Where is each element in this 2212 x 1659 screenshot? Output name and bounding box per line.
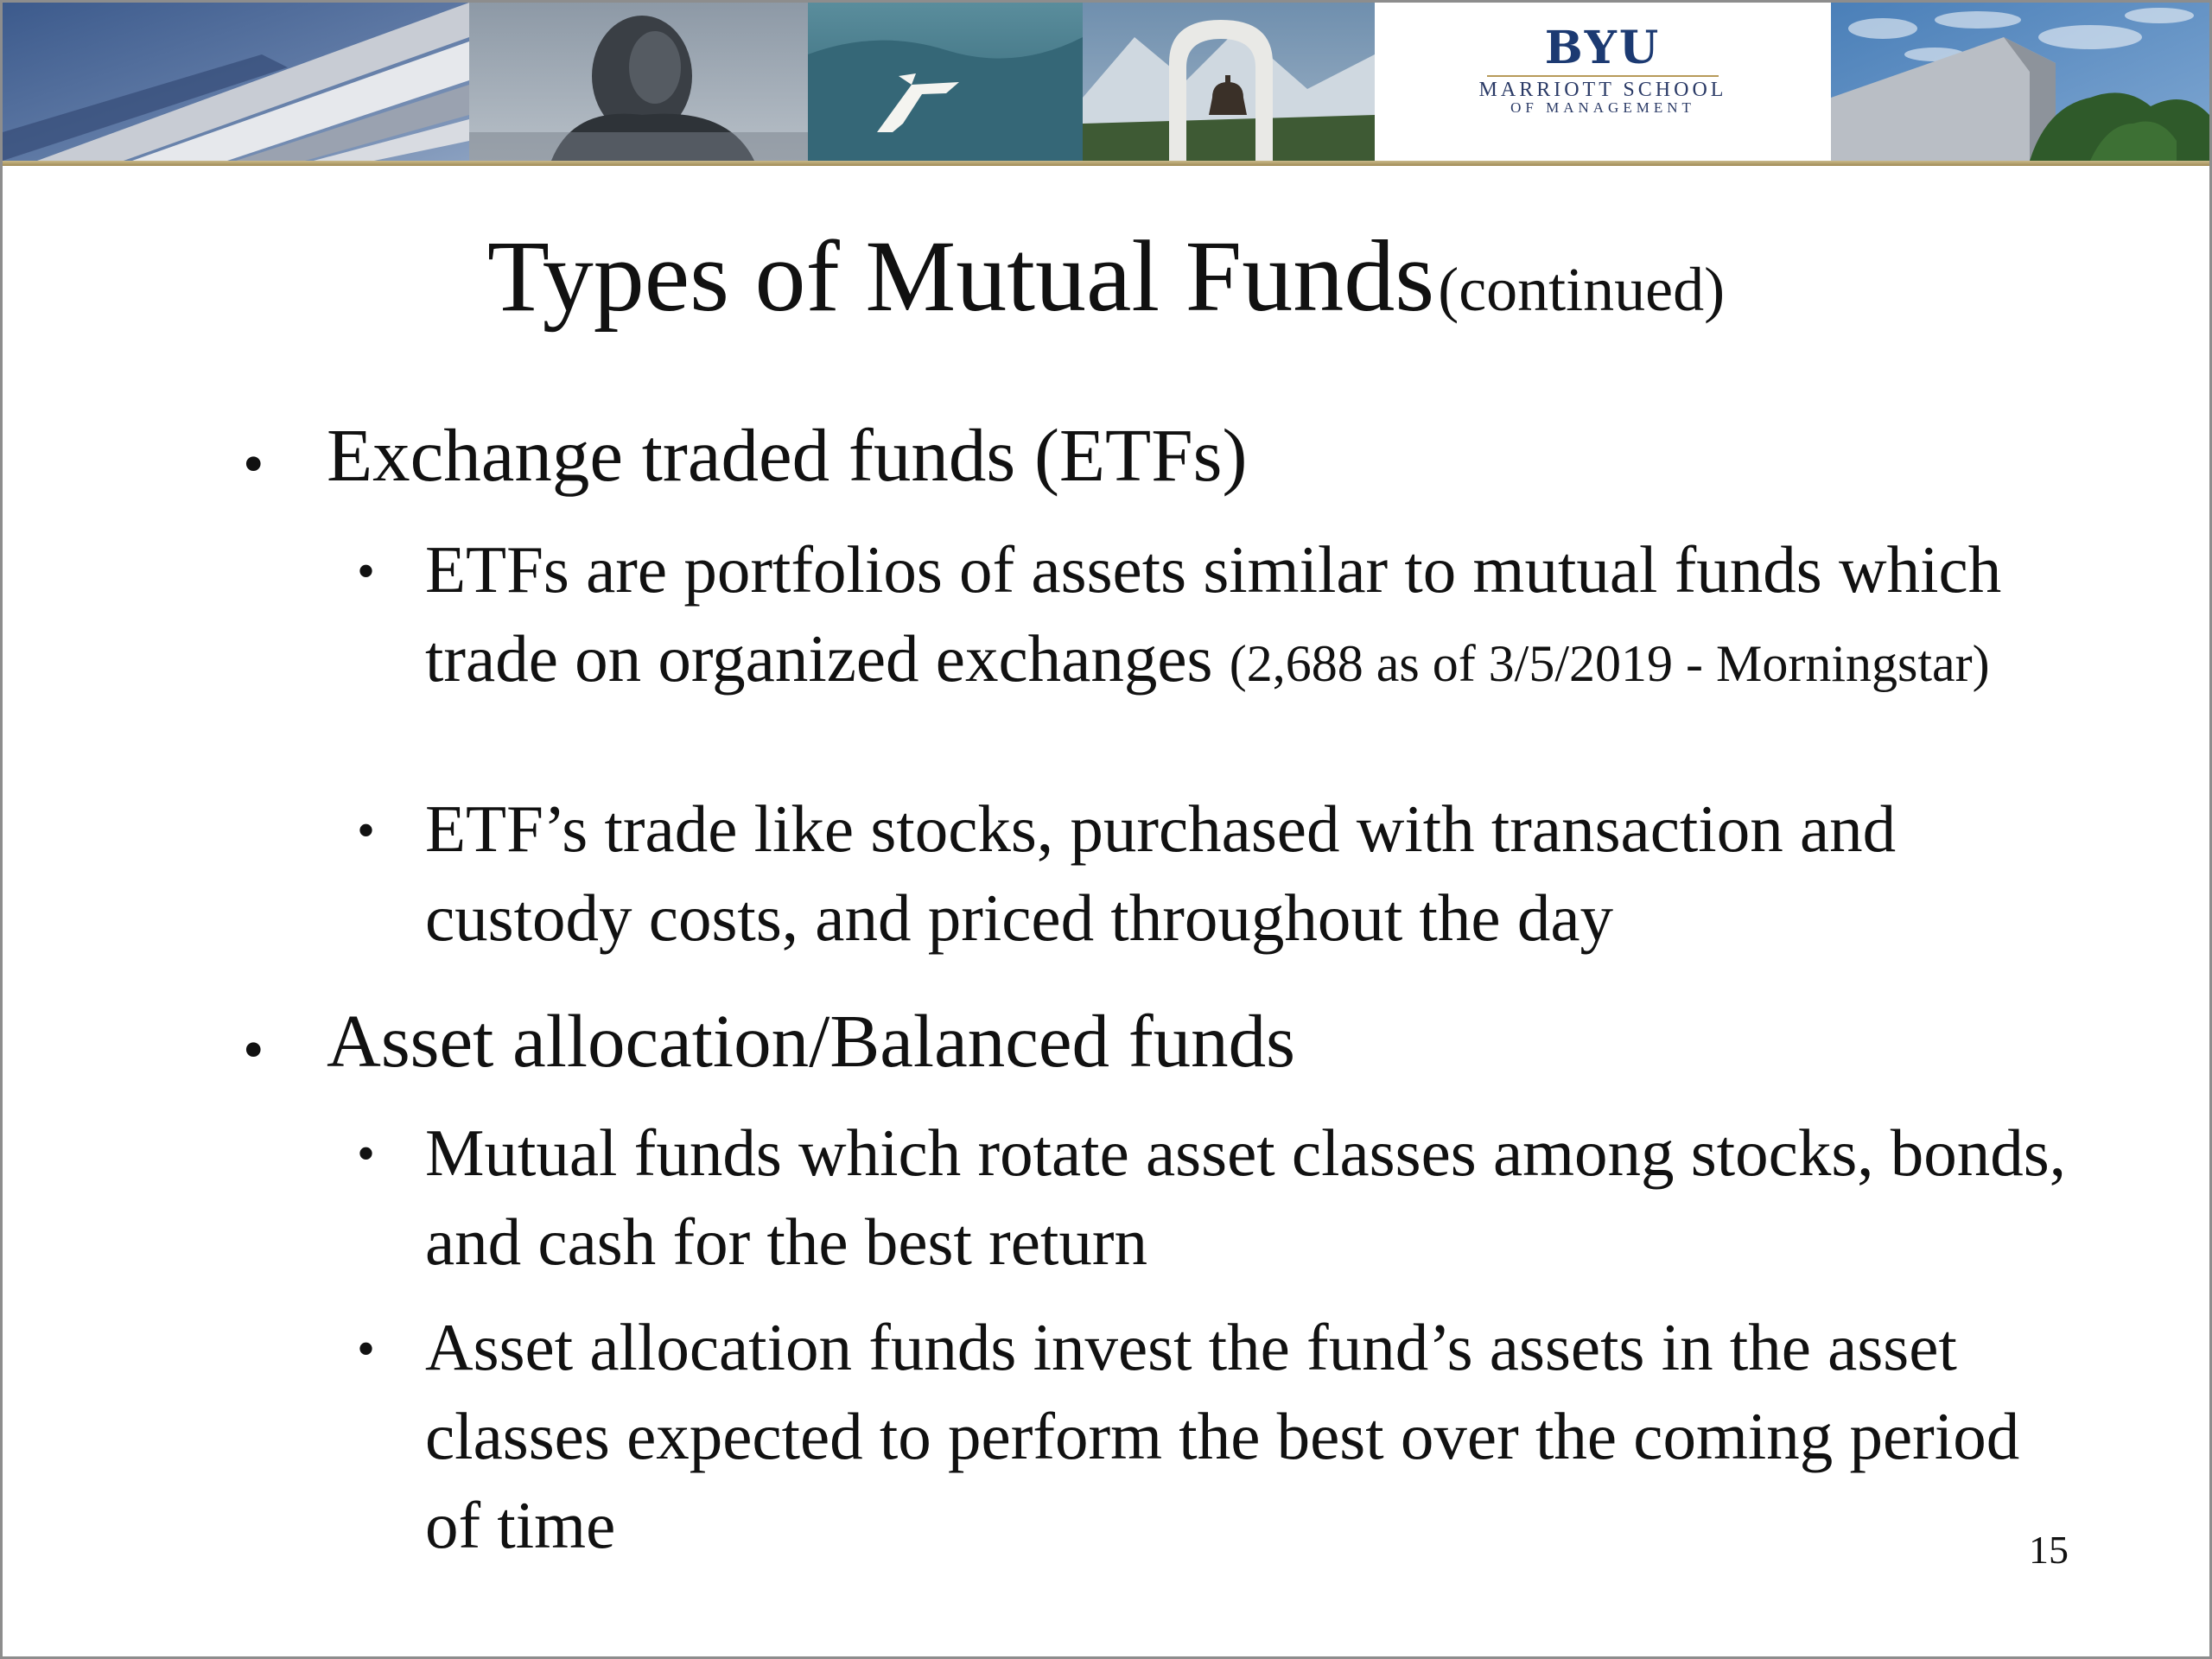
header-banner (3, 3, 2209, 161)
mountain-y-photo (808, 3, 1083, 161)
sub-bullet-etf-trading: ETF’s trade like stocks, purchased with transaction and custody costs, and priced throughout the day (425, 791, 1897, 955)
logo-divider (1487, 75, 1719, 77)
sub-bullet-etf-definition (425, 525, 2067, 709)
logo-block (1375, 3, 1831, 161)
sub-bullet-marker: • (357, 1125, 376, 1182)
sub-bullet-marker: • (357, 802, 376, 859)
slide-title (3, 219, 2209, 333)
banner-divider (3, 161, 2209, 166)
sub-bullet-marker: • (357, 1320, 376, 1377)
logo-school-line: MARRIOTT SCHOOL (1478, 79, 1727, 101)
sub-bullet-marker: • (357, 543, 376, 600)
slide-title-suffix: (continued) (1438, 255, 1726, 324)
sub-bullet-rotation: Mutual funds which rotate asset classes among stocks, bonds, and cash for the best return (425, 1116, 2067, 1279)
logo-wordmark: BYU (1544, 22, 1662, 74)
sub-bullet-asset-allocation-funds: Asset allocation funds invest the fund’s assets in the asset classes expected to perform the best over the coming period of time (425, 1310, 2020, 1562)
sub-bullet-etf-count-note: (2,688 as of 3/5/2019 - Morningstar) (1229, 635, 1990, 692)
campus-building-photo (1831, 3, 2209, 161)
bullet-marker: • (243, 1017, 264, 1084)
slide-title-main: Types of Mutual Funds (486, 219, 1435, 333)
bell-arch-photo (1083, 3, 1375, 161)
statue-photo (469, 3, 808, 161)
building-photo (3, 3, 469, 161)
logo-sub-line: OF MANAGEMENT (1510, 99, 1695, 116)
byu-marriott-logo (1375, 3, 1831, 161)
sub-bullet-etf-definition-text: ETFs are portfolios of assets similar to mutual funds which trade on organized exchanges (425, 532, 2002, 696)
bullet-marker: • (243, 431, 264, 498)
bullet-asset-allocation-heading: Asset allocation/Balanced funds (327, 999, 1296, 1083)
page-number: 15 (2029, 1528, 2069, 1572)
bullet-etf-heading: Exchange traded funds (ETFs) (327, 413, 1248, 497)
